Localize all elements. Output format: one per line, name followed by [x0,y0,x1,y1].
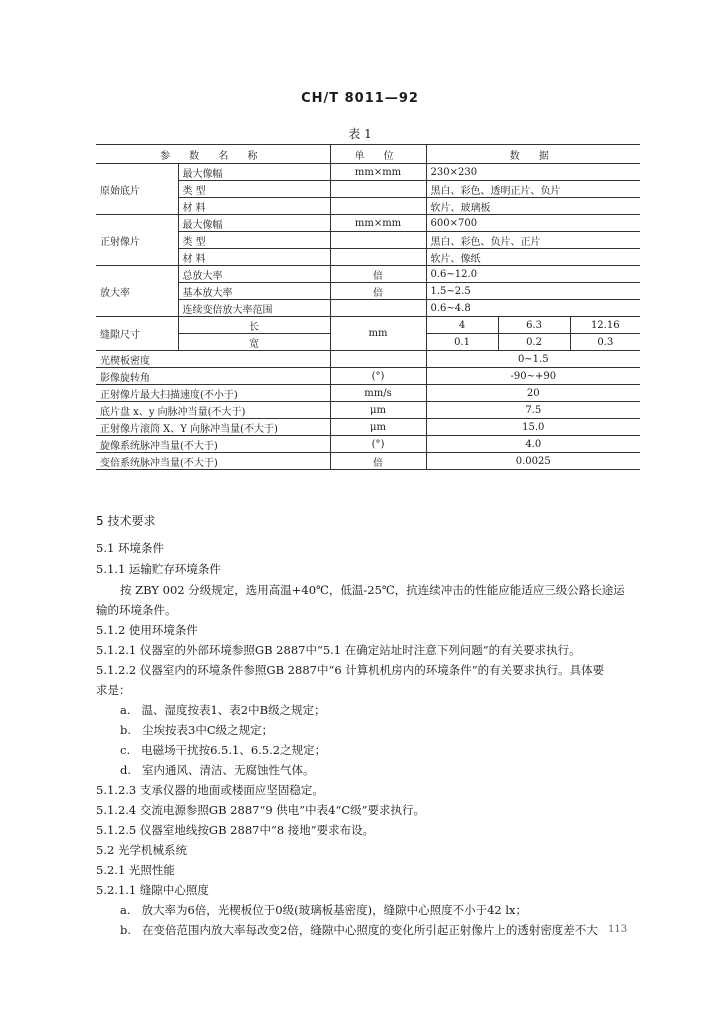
data-cell: 230×230 [426,164,640,181]
paragraph: 输的环境条件。 [96,603,177,617]
param-cell: 类 型 [178,232,330,249]
list-marker: a. [120,903,131,917]
table-row [96,317,640,334]
unit-cell [330,249,426,266]
header-param: 参 数 名 称 [96,145,330,164]
list-marker: b. [120,723,132,737]
param-cell: 变倍系统脉冲当量(不大于) [96,453,330,470]
table-row [96,283,640,300]
paragraph: 5.1.2.3 支承仪器的地面或楼面应坚固稳定。 [96,783,324,797]
data-cell: 0.6~4.8 [426,300,640,317]
list-marker: d. [120,763,132,777]
data-cell: 0~1.5 [426,351,640,368]
param-cell: 正射像片滚筒 X、Y 向脉冲当量(不大于) [96,419,330,436]
list-marker: b. [120,923,132,937]
unit-cell: 倍 [330,283,426,300]
list-text: 电磁场干扰按6.5.1、6.5.2之规定； [141,743,327,757]
data-cell: 12.16 [570,317,640,334]
unit-cell: 倍 [330,266,426,283]
unit-cell: (°) [330,368,426,385]
unit-cell: mm×mm [330,215,426,232]
paragraph: 5.1.2.4 交流电源参照GB 2887“9 供电”中表4“C级”要求执行。 [96,803,426,817]
paragraph: 5.1.2.2 仪器室内的环境条件参照GB 2887中“6 计算机机房内的环境条件”的有关要求执行。具体要 [96,663,605,677]
data-cell: 0.3 [570,334,640,351]
header-unit: 单 位 [330,145,426,164]
data-cell: 6.3 [498,317,570,334]
table-row [96,266,640,283]
group-name: 正射像片 [96,215,178,266]
param-cell: 基本放大率 [178,283,330,300]
group-name: 放大率 [96,266,178,317]
list-item [120,742,326,758]
param-cell: 旋像系统脉冲当量(不大于) [96,436,330,453]
paragraph: 5.1.2.5 仪器室地线按GB 2887中“8 接地”要求布设。 [96,823,375,837]
data-cell: 0.0025 [426,453,640,470]
data-cell: -90~+90 [426,368,640,385]
paragraph: 求是： [96,683,131,697]
list-text: 室内通风、清洁、无腐蚀性气体。 [142,763,315,777]
slit-label: 长 [178,317,330,334]
param-cell: 正射像片最大扫描速度(不小于) [96,385,330,402]
parameter-table [96,144,640,470]
unit-cell [330,181,426,198]
unit-cell: μm [330,402,426,419]
table-row [96,215,640,232]
page-number: 113 [608,924,628,935]
section-5-heading: 5 技术要求 [96,514,156,528]
table-row [96,453,640,470]
data-cell: 黑白、彩色、负片、正片 [426,232,640,249]
param-cell: 总放大率 [178,266,330,283]
data-cell: 1.5~2.5 [426,283,640,300]
data-cell: 4 [426,317,498,334]
data-cell: 黑白、彩色、透明正片、负片 [426,181,640,198]
unit-cell: mm/s [330,385,426,402]
list-text: 温、湿度按表1、表2中B级之规定； [141,703,326,717]
list-item [120,702,326,718]
table-row [96,164,640,181]
standard-header: CH/T 8011—92 [301,91,419,106]
table-header-row [96,145,640,164]
list-item [120,922,600,938]
header-data: 数 据 [426,145,640,164]
unit-cell: (°) [330,436,426,453]
table-row [96,436,640,453]
param-cell: 最大像幅 [178,215,330,232]
unit-cell [330,300,426,317]
data-cell: 4.0 [426,436,640,453]
table-row [96,368,640,385]
paragraph: 按 ZBY 002 分级规定，选用高温+40℃，低温-25℃，抗连续冲击的性能应能适应三级公路长途运 [120,583,625,597]
unit-cell: μm [330,419,426,436]
data-cell: 600×700 [426,215,640,232]
param-cell: 类 型 [178,181,330,198]
list-item [120,722,273,738]
list-marker: c. [120,743,131,757]
section-5-2-heading: 5.2 光学机械系统 [96,843,187,857]
section-5-1-1-heading: 5.1.1 运输贮存环境条件 [96,562,221,576]
table-row [96,249,640,266]
table-row [96,198,640,215]
table-row [96,300,640,317]
group-name: 原始底片 [96,164,178,215]
unit-cell [330,351,426,368]
table-row [96,385,640,402]
param-cell: 影像旋转角 [96,368,330,385]
param-cell: 光楔板密度 [96,351,330,368]
data-cell: 0.6~12.0 [426,266,640,283]
list-item [120,902,527,918]
unit-cell [330,232,426,249]
data-cell: 7.5 [426,402,640,419]
data-cell: 软片、玻璃板 [426,198,640,215]
list-item [120,762,315,778]
table-row [96,351,640,368]
data-cell: 0.1 [426,334,498,351]
list-text: 在变倍范围内放大率每改变2倍，缝隙中心照度的变化所引起正射像片上的透射密度差不大 [142,923,598,937]
data-cell: 15.0 [426,419,640,436]
table-row [96,419,640,436]
section-5-1-2-heading: 5.1.2 使用环境条件 [96,623,198,637]
data-cell: 软片、像纸 [426,249,640,266]
param-cell: 底片盘 x、y 向脉冲当量(不大于) [96,402,330,419]
table-caption: 表 1 [348,127,372,141]
unit-cell: mm [330,317,426,351]
data-cell: 0.2 [498,334,570,351]
unit-cell: mm×mm [330,164,426,181]
list-text: 尘埃按表3中C级之规定； [142,723,274,737]
section-5-2-1-heading: 5.2.1 光照性能 [96,863,175,877]
data-cell: 20 [426,385,640,402]
table-row [96,181,640,198]
list-marker: a. [120,703,131,717]
unit-cell: 倍 [330,453,426,470]
section-5-2-1-1-heading: 5.2.1.1 缝隙中心照度 [96,883,209,897]
param-cell: 连续变倍放大率范围 [178,300,330,317]
table-row [96,232,640,249]
param-cell: 材 料 [178,198,330,215]
param-cell: 材 料 [178,249,330,266]
paragraph: 5.1.2.1 仪器室的外部环境参照GB 2887中“5.1 在确定站址时注意下列问题”的有关要求执行。 [96,643,581,657]
slit-label: 宽 [178,334,330,351]
slit-name: 缝隙尺寸 [96,317,178,351]
list-text: 放大率为6倍，光楔板位于0级(玻璃板基密度)，缝隙中心照度不小于42 lx； [141,903,528,917]
section-5-1-heading: 5.1 环境条件 [96,541,164,555]
unit-cell [330,198,426,215]
param-cell: 最大像幅 [178,164,330,181]
table-row [96,402,640,419]
